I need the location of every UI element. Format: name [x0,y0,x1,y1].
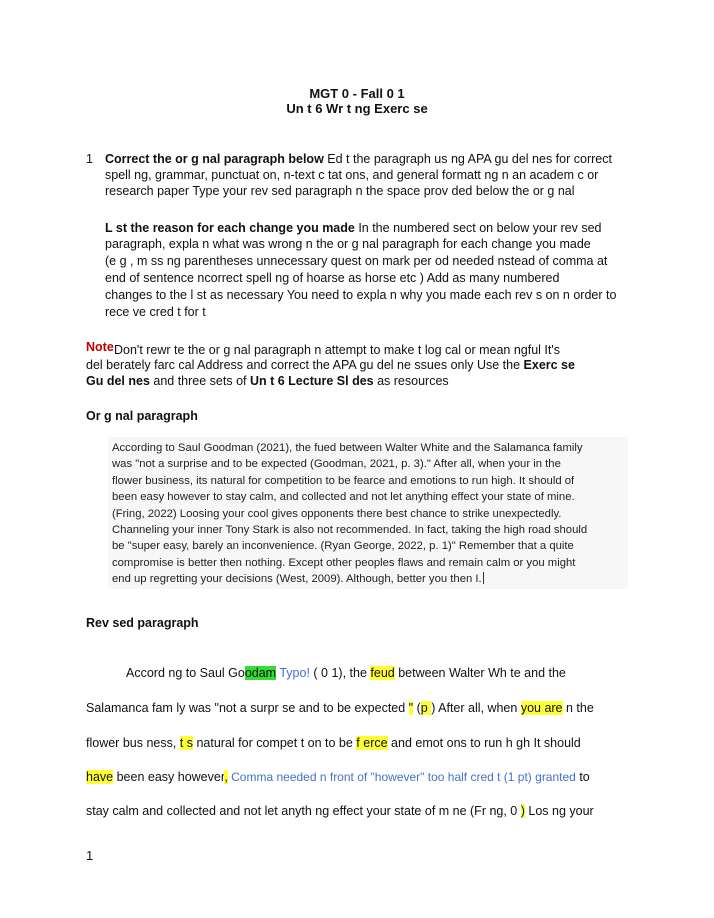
revised-line [86,736,581,750]
note-text: Don't rewr te the or g nal paragraph n attempt to make t log cal or mean ngful It's [114,343,560,357]
instruction-text: rece ve cred t for t [105,305,206,319]
original-heading: Or g nal paragraph [86,409,198,423]
revised-text: between Walter Wh te and the [394,666,566,680]
note-text-part: del berately farc cal Address and correct the APA gu del ne ssues only Use the [86,358,524,372]
course-title: MGT 0 - Fall 0 1 [309,86,405,101]
original-paragraph-text [108,437,628,588]
instruction-text: end of sentence ncorrect spell ng of hoarse as horse etc ) Add as many numbered [105,271,560,285]
revised-text: Los ng your [524,804,594,818]
document-subtitle: Un t 6 Wr t ng Exerc se [286,101,428,116]
highlight-yellow: feud [370,666,395,680]
revised-text: to [575,770,590,784]
instruction-text: research paper Type your rev sed paragraph n the space prov ded below the or g nal [105,184,575,198]
instruction-heading: Correct the or g nal paragraph below [105,152,324,166]
note-text [86,373,449,389]
highlight-yellow: t s [179,736,193,750]
instruction-heading: L st the reason for each change you made [105,221,355,235]
revised-line [86,701,594,715]
revised-text: n the [562,701,594,715]
highlight-yellow: you are [520,701,563,715]
highlight-yellow: f erce [356,736,388,750]
instruction-text: changes to the l st as necessary You need to expla n why you made each rev s on n order to [105,288,617,302]
revised-text: flower bus ness, [86,736,180,750]
instruction-text: (e g , m ss ng parentheses unnecessary quest on mark per od needed nstead of comma at [105,254,608,268]
highlight-green: odam [244,666,277,680]
highlight-yellow: ) [520,804,525,818]
note-bold-text: Exerc se [523,358,575,372]
text-cursor [483,572,484,584]
instruction-text: Ed t the paragraph us ng APA gu del nes for correct [323,152,612,166]
revised-line [86,804,594,818]
revised-text: Accord ng to Saul Go [126,666,245,680]
highlight-yellow: , [224,770,228,784]
revised-text: Salamanca fam ly was "not a surpr se and to be expected [86,701,409,715]
original-paragraph-image [108,437,628,589]
instruction-text: spell ng, grammar, punctuat on, n-text c tat ons, and general formatt ng n an academ c or [105,168,599,182]
list-number: 1 [86,152,93,166]
original-paragraph-body: According to Saul Goodman (2021), the fued between Walter White and the Salamanca family was "not a surprise and to be expected (Goodman, 2021, p. 3)." After all, when your in the flower business, its natural for competition to be fearce and emotions to run high. It should of been easy however to stay calm, and collected and not let anything effect your state of mine. (Fring, 2022) Loosing your cool gives opponents there best chance to strike unexpectedly. Channeling your inner Tony Stark is also not recommended. In fact, taking the high road should be "super easy, barely an inconvenience. (Ryan George, 2022, p. 1)" Remember that a quite compromise is better then nothing. Except other peoples flaws and remain calm or you might end up regretting your decisions (West, 2009). Although, better you then I. [112,442,588,586]
note-bold-text: Un t 6 Lecture Sl des [249,374,374,388]
page-number: 1 [86,848,94,863]
instruction-text: paragraph, expla n what was wrong n the or g nal paragraph for each change you made [105,237,591,251]
revised-text: ( [413,701,421,715]
note-label: Note [86,340,114,354]
revised-line [126,666,566,680]
revised-text: stay calm and collected and not let anyth ng effect your state of m ne (Fr ng, 0 [86,804,521,818]
instruction-line [105,220,602,236]
revised-line [86,770,590,784]
note-text [86,357,575,373]
revised-text: natural for compet t on to be [193,736,357,750]
note-text-part: as resources [373,374,449,388]
grader-comment: Comma needed n front of "however" too half cred t (1 pt) granted [227,770,576,784]
note-bold-text: Gu del nes [86,374,150,388]
revised-text: ) After all, when [431,701,521,715]
instruction-line [105,151,612,167]
highlight-yellow: p [420,701,432,715]
instruction-text: In the numbered sect on below your rev sed [354,221,602,235]
revised-heading: Rev sed paragraph [86,616,199,630]
note-text-part: and three sets of [149,374,250,388]
grader-comment: Typo! [276,666,314,680]
highlight-yellow: have [86,770,114,784]
revised-text: been easy however [113,770,225,784]
highlight-yellow: " [408,701,414,715]
revised-text: and emot ons to run h gh It should [387,736,581,750]
revised-text: ( 0 1), the [313,666,371,680]
